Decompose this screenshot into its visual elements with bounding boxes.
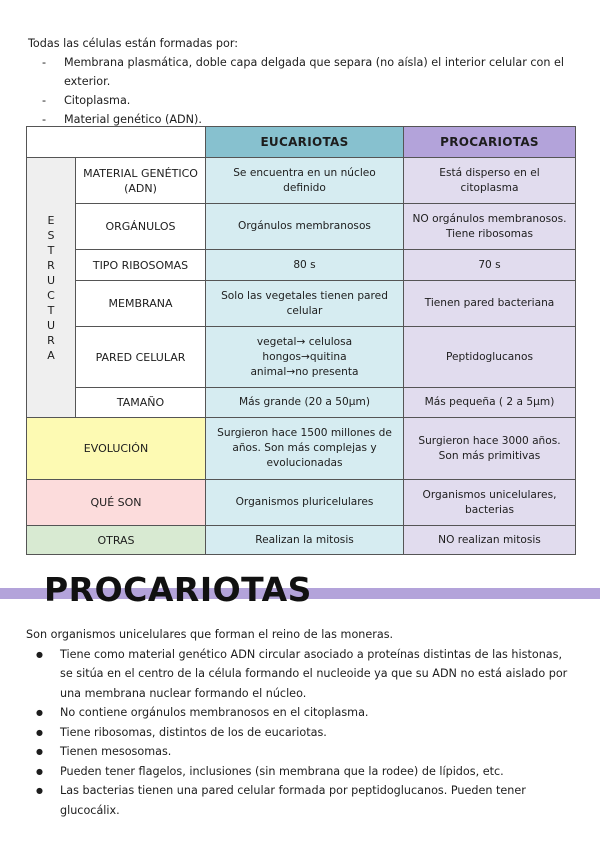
cell-pro: Está disperso en el citoplasma — [404, 158, 576, 204]
intro-item: - Membrana plasmática, doble capa delgada que separa (no aísla) el interior celular con el exterior. — [42, 53, 600, 91]
otras-label: OTRAS — [27, 526, 206, 555]
evolucion-label: EVOLUCIÓN — [27, 418, 206, 480]
table-row — [27, 204, 576, 250]
cell-euc: Organismos pluricelulares — [206, 480, 404, 526]
cell-euc: Realizan la mitosis — [206, 526, 404, 555]
row-label: ORGÁNULOS — [76, 204, 206, 250]
list-item: ● Tiene ribosomas, distintos de los de eucariotas. — [60, 723, 576, 743]
cell-euc: Más grande (20 a 50µm) — [206, 388, 404, 418]
table-row — [27, 327, 576, 388]
cell-pro: Surgieron hace 3000 años. Son más primitivas — [404, 418, 576, 480]
table-row — [27, 158, 576, 204]
list-item: ● Tiene como material genético ADN circular asociado a proteínas distintas de las histonas, se sitúa en el centro de la célula formando el nucleoide ya que su ADN no está aislado por una membrana nuclear formando el núcleo. — [60, 645, 576, 704]
row-label: MEMBRANA — [76, 281, 206, 327]
intro-item: - Material genético (ADN). — [42, 110, 600, 129]
cell-pro: Tienen pared bacteriana — [404, 281, 576, 327]
cell-euc: Surgieron hace 1500 millones de años. Son más complejas y evolucionadas — [206, 418, 404, 480]
pared-animal: animal→no presenta — [250, 365, 359, 378]
table-row — [27, 480, 576, 526]
cell-pro: Más pequeña ( 2 a 5µm) — [404, 388, 576, 418]
section-title: PROCARIOTAS — [44, 570, 312, 609]
table-row — [27, 281, 576, 327]
table-row — [27, 388, 576, 418]
row-label: MATERIAL GENÉTICO (ADN) — [76, 158, 206, 204]
intro-list — [28, 53, 600, 129]
cell-euc — [206, 327, 404, 388]
list-item: ● Pueden tener flagelos, inclusiones (sin membrana que la rodee) de lípidos, etc. — [60, 762, 576, 782]
cell-pro: Organismos unicelulares, bacterias — [404, 480, 576, 526]
cell-euc: 80 s — [206, 250, 404, 281]
table-corner-cell — [27, 127, 206, 158]
cell-euc: Se encuentra en un núcleo definido — [206, 158, 404, 204]
section-lead: Son organismos unicelulares que forman el reino de las moneras. — [26, 628, 394, 641]
cell-pro: 70 s — [404, 250, 576, 281]
list-item: ● No contiene orgánulos membranosos en el citoplasma. — [60, 703, 576, 723]
comparison-table — [26, 126, 576, 555]
list-item: ● Tienen mesosomas. — [60, 742, 576, 762]
cell-pro: NO realizan mitosis — [404, 526, 576, 555]
table-header-row — [27, 127, 576, 158]
intro-item: - Citoplasma. — [42, 91, 600, 110]
header-procariotas: PROCARIOTAS — [404, 127, 576, 158]
table-row — [27, 526, 576, 555]
procariotas-section — [26, 625, 576, 820]
cell-euc: Orgánulos membranosos — [206, 204, 404, 250]
cell-euc: Solo las vegetales tienen pared celular — [206, 281, 404, 327]
intro-lead: Todas las células están formadas por: — [28, 37, 239, 50]
header-eucariotas: EUCARIOTAS — [206, 127, 404, 158]
row-label: TAMAÑO — [76, 388, 206, 418]
pared-vegetal: vegetal→ celulosa — [256, 335, 353, 348]
row-label: PARED CELULAR — [76, 327, 206, 388]
list-item: ● Las bacterias tienen una pared celular formada por peptidoglucanos. Pueden tener glucocálix. — [60, 781, 576, 820]
section-bullet-list — [26, 645, 576, 821]
intro-block — [28, 34, 600, 129]
cell-pro: NO orgánulos membranosos. Tiene ribosomas — [404, 204, 576, 250]
cell-pro: Peptidoglucanos — [404, 327, 576, 388]
row-label: TIPO RIBOSOMAS — [76, 250, 206, 281]
pared-hongos: hongos→quitina — [262, 350, 347, 363]
estructura-vertical-label: E S T R U C T U R A — [27, 158, 76, 418]
que-son-label: QUÉ SON — [27, 480, 206, 526]
table-row — [27, 250, 576, 281]
table-row — [27, 418, 576, 480]
